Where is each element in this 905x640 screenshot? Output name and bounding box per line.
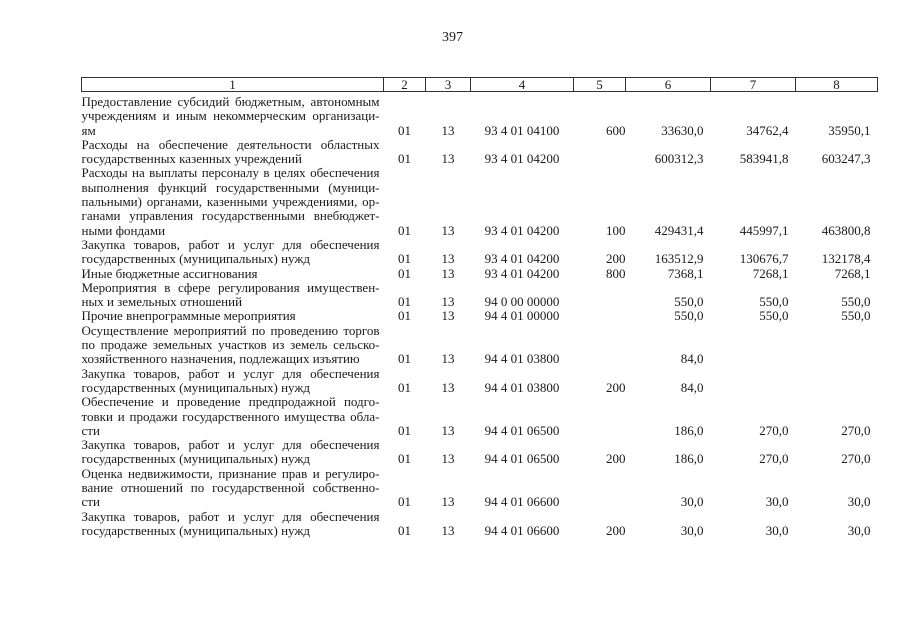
amount-col6: 84,0 — [680, 379, 704, 395]
amount-col6: 550,0 — [674, 294, 704, 310]
table-row — [82, 92, 878, 138]
amount-col7: 270,0 — [759, 451, 789, 467]
amount-col7: 550,0 — [759, 308, 789, 324]
amount-col7: 445997,1 — [739, 222, 789, 238]
target-article-code: 93 4 01 04200 — [484, 265, 560, 281]
table-row — [82, 367, 878, 396]
expense-type-code: 800 — [606, 265, 626, 281]
description-line: Закупка товаров, работ и услуг для обеспечения — [81, 365, 380, 381]
description-line: вание отношений по государственной собственно- — [81, 480, 380, 496]
description-line: по продаже земельных участков из земель сельско- — [81, 337, 380, 353]
page-number: 397 — [442, 30, 463, 45]
expense-type-code — [574, 138, 626, 167]
expense-type-code — [574, 395, 626, 438]
table-row — [82, 166, 878, 237]
amount-col6: 33630,0 — [661, 122, 704, 138]
description-line: государственных казенных учреждений — [81, 151, 302, 167]
target-article-code: 93 4 01 04200 — [484, 151, 560, 167]
col-header-3: 3 — [426, 78, 471, 92]
description-line: пальными) органами, казенными учреждениями, ор- — [81, 194, 380, 210]
col-header-2: 2 — [384, 78, 426, 92]
description-line: Прочие внепрограммные мероприятия — [81, 308, 296, 324]
table-row — [82, 395, 878, 438]
section-code: 01 — [398, 522, 411, 538]
table-row — [82, 309, 878, 323]
subsection-code: 13 — [441, 151, 455, 167]
amount-col8 — [796, 324, 878, 367]
table-row — [82, 267, 878, 281]
section-code: 01 — [398, 294, 411, 310]
subsection-code: 13 — [441, 265, 455, 281]
target-article-code: 93 4 01 04200 — [484, 222, 560, 238]
row-description — [82, 395, 384, 438]
expense-type-code: 100 — [606, 222, 626, 238]
col-header-8: 8 — [796, 78, 878, 92]
row-description — [82, 367, 384, 396]
target-article-code: 94 0 00 00000 — [484, 294, 560, 310]
description-line: сти — [81, 422, 100, 438]
amount-col8: 463800,8 — [821, 222, 871, 238]
amount-col6: 429431,4 — [654, 222, 704, 238]
description-line: ных и земельных отношений — [81, 294, 243, 310]
amount-col8: 35950,1 — [828, 122, 871, 138]
subsection-code: 13 — [441, 351, 455, 367]
amount-col6: 163512,9 — [654, 251, 704, 267]
amount-col8: 270,0 — [841, 451, 871, 467]
section-code: 01 — [398, 451, 411, 467]
description-line: государственных (муниципальных) нужд — [81, 451, 310, 467]
section-code: 01 — [398, 494, 411, 510]
description-line: Расходы на обеспечение деятельности областных — [81, 136, 380, 152]
target-article-code: 94 4 01 06600 — [484, 522, 560, 538]
amount-col8: 270,0 — [841, 422, 871, 438]
amount-col7: 34762,4 — [746, 122, 789, 138]
target-article-code: 94 4 01 00000 — [484, 308, 560, 324]
row-description — [82, 324, 384, 367]
description-line: выполнения функций государственными (муници- — [81, 179, 380, 195]
section-code: 01 — [398, 222, 411, 238]
amount-col6: 550,0 — [674, 308, 704, 324]
expense-type-code: 200 — [606, 251, 626, 267]
amount-col8 — [796, 367, 878, 396]
col-header-1: 1 — [82, 78, 384, 92]
expense-type-code: 200 — [606, 451, 626, 467]
target-article-code: 94 4 01 06500 — [484, 422, 560, 438]
table-row — [82, 510, 878, 539]
section-code: 01 — [398, 251, 411, 267]
row-description — [82, 138, 384, 167]
description-line: Закупка товаров, работ и услуг для обеспечения — [81, 437, 380, 453]
table-row — [82, 238, 878, 267]
amount-col7 — [711, 324, 796, 367]
amount-col8: 30,0 — [847, 522, 871, 538]
row-description — [82, 166, 384, 237]
description-line: Оценка недвижимости, признание прав и регулиро- — [81, 465, 380, 481]
expense-type-code — [574, 467, 626, 510]
amount-col6: 186,0 — [674, 422, 704, 438]
amount-col8: 132178,4 — [821, 251, 871, 267]
description-line: Осуществление мероприятий по проведению торгов — [81, 322, 380, 338]
amount-col7 — [711, 367, 796, 396]
subsection-code: 13 — [441, 122, 455, 138]
target-article-code: 94 4 01 03800 — [484, 351, 560, 367]
expense-type-code — [574, 281, 626, 310]
row-description — [82, 92, 384, 138]
expense-type-code — [574, 324, 626, 367]
description-line: товки и продажи государственного имущества обла- — [81, 408, 380, 424]
amount-col7: 583941,8 — [739, 151, 789, 167]
amount-col8: 30,0 — [847, 494, 871, 510]
col-header-4: 4 — [471, 78, 574, 92]
subsection-code: 13 — [441, 494, 455, 510]
description-line: Обеспечение и проведение предпродажной подго- — [81, 394, 380, 410]
col-header-6: 6 — [626, 78, 711, 92]
amount-col7: 7268,1 — [752, 265, 789, 281]
expense-type-code: 600 — [606, 122, 626, 138]
target-article-code: 94 4 01 06600 — [484, 494, 560, 510]
col-header-7: 7 — [711, 78, 796, 92]
row-description — [82, 510, 384, 539]
amount-col7: 550,0 — [759, 294, 789, 310]
amount-col7: 270,0 — [759, 422, 789, 438]
row-description — [82, 267, 384, 281]
description-line: государственных (муниципальных) нужд — [81, 522, 310, 538]
section-code: 01 — [398, 122, 411, 138]
target-article-code: 94 4 01 03800 — [484, 379, 560, 395]
row-description — [82, 309, 384, 323]
amount-col8: 550,0 — [841, 308, 871, 324]
description-line: Закупка товаров, работ и услуг для обеспечения — [81, 508, 380, 524]
description-line: Расходы на выплаты персоналу в целях обеспечения — [81, 165, 380, 181]
header-row — [82, 78, 878, 92]
expense-type-code: 200 — [606, 379, 626, 395]
description-line: Закупка товаров, работ и услуг для обеспечения — [81, 236, 380, 252]
description-line: учреждениям и иным некоммерческим организаци- — [81, 108, 380, 124]
amount-col6: 30,0 — [680, 522, 704, 538]
amount-col6: 30,0 — [680, 494, 704, 510]
target-article-code: 93 4 01 04100 — [484, 122, 560, 138]
section-code: 01 — [398, 422, 411, 438]
description-line: хозяйственного назначения, подлежащих изъятию — [81, 351, 360, 367]
description-line: ными фондами — [81, 222, 166, 238]
amount-col7: 30,0 — [765, 494, 789, 510]
budget-table — [81, 77, 878, 538]
table-row — [82, 138, 878, 167]
section-code: 01 — [398, 379, 411, 395]
subsection-code: 13 — [441, 308, 455, 324]
amount-col8: 550,0 — [841, 294, 871, 310]
description-line: Предоставление субсидий бюджетным, автономным — [81, 94, 380, 109]
target-article-code: 94 4 01 06500 — [484, 451, 560, 467]
subsection-code: 13 — [441, 251, 455, 267]
table-row — [82, 467, 878, 510]
amount-col8: 603247,3 — [821, 151, 871, 167]
section-code: 01 — [398, 351, 411, 367]
amount-col8: 7268,1 — [834, 265, 871, 281]
row-description — [82, 438, 384, 467]
row-description — [82, 281, 384, 310]
section-code: 01 — [398, 308, 411, 324]
table-row — [82, 324, 878, 367]
subsection-code: 13 — [441, 294, 455, 310]
description-line: государственных (муниципальных) нужд — [81, 379, 310, 395]
description-line: государственных (муниципальных) нужд — [81, 251, 310, 267]
table-row — [82, 438, 878, 467]
description-line: Мероприятия в сфере регулирования имуществен- — [81, 279, 380, 295]
subsection-code: 13 — [441, 422, 455, 438]
amount-col7: 130676,7 — [739, 251, 789, 267]
description-line: ям — [81, 122, 96, 138]
amount-col6: 186,0 — [674, 451, 704, 467]
subsection-code: 13 — [441, 451, 455, 467]
amount-col6: 7368,1 — [667, 265, 704, 281]
expense-type-code: 200 — [606, 522, 626, 538]
subsection-code: 13 — [441, 379, 455, 395]
description-line: сти — [81, 494, 100, 510]
target-article-code: 93 4 01 04200 — [484, 251, 560, 267]
description-line: Иные бюджетные ассигнования — [81, 265, 258, 281]
row-description — [82, 467, 384, 510]
table-row — [82, 281, 878, 310]
amount-col7: 30,0 — [765, 522, 789, 538]
description-line: ганами управления государственными внебюджет- — [81, 208, 380, 224]
amount-col6: 600312,3 — [654, 151, 704, 167]
section-code: 01 — [398, 151, 411, 167]
amount-col6: 84,0 — [680, 351, 704, 367]
col-header-5: 5 — [574, 78, 626, 92]
expense-type-code — [574, 309, 626, 323]
subsection-code: 13 — [441, 222, 455, 238]
row-description — [82, 238, 384, 267]
subsection-code: 13 — [441, 522, 455, 538]
section-code: 01 — [398, 265, 411, 281]
